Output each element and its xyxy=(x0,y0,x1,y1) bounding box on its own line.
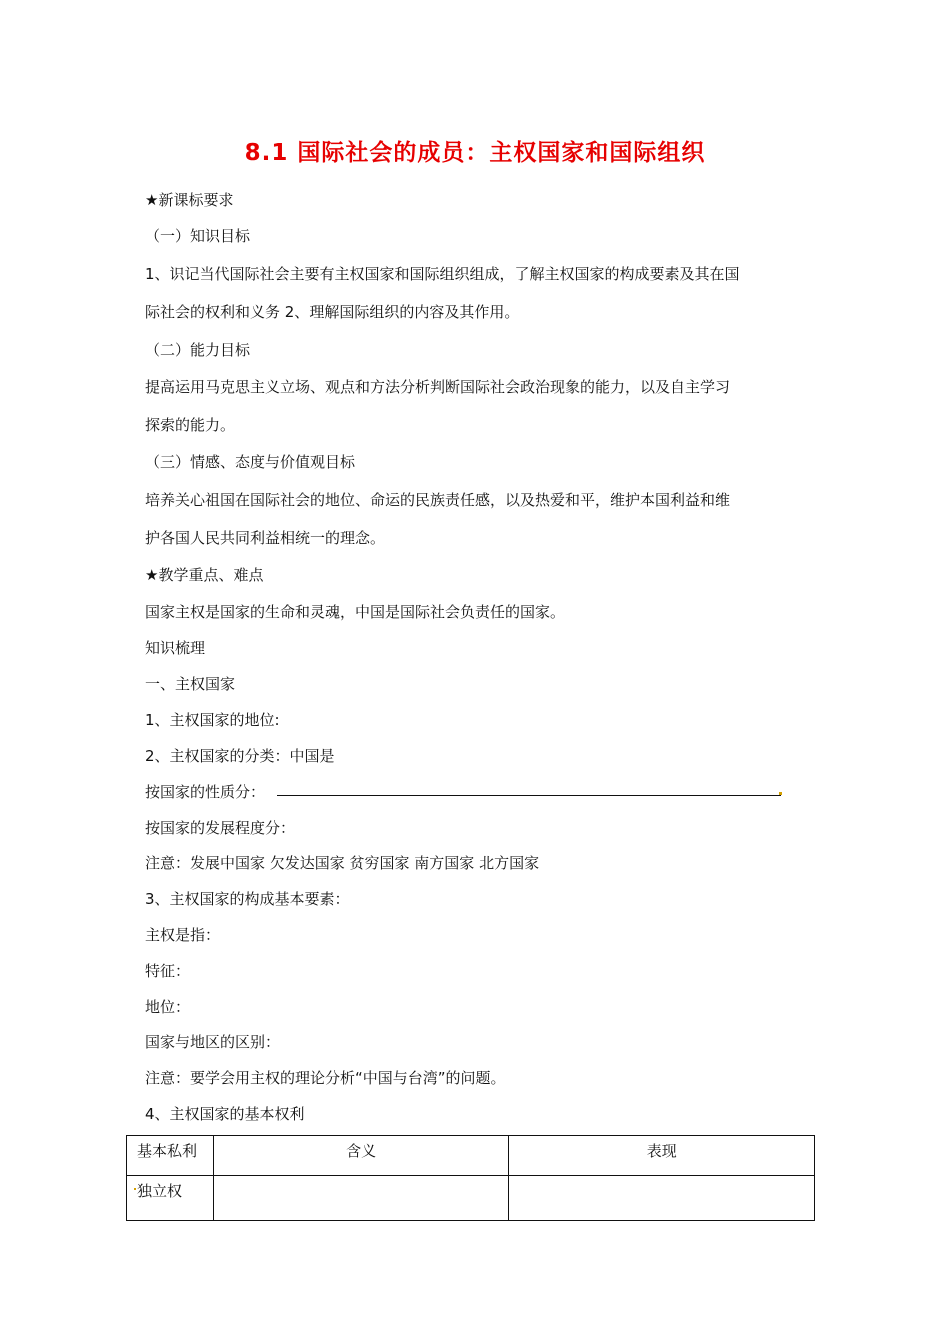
table-header-row xyxy=(127,1136,815,1176)
paragraph-line: 1、识记当代国际社会主要有主权国家和国际组织组成，了解主权国家的构成要素及其在国 xyxy=(145,265,740,283)
paragraph-line: 国家主权是国家的生命和灵魂，中国是国际社会负责任的国家。 xyxy=(145,603,566,621)
table-header-cell: 表现 xyxy=(509,1136,815,1176)
table-row xyxy=(127,1176,815,1221)
marker-dot xyxy=(134,1188,136,1190)
section-heading-requirements: ★新课标要求 xyxy=(145,191,234,209)
marker-dot xyxy=(779,792,782,795)
paragraph-line: 际社会的权利和义务 2、理解国际组织的内容及其作用。 xyxy=(145,303,520,321)
paragraph-line: 护各国人民共同利益相统一的理念。 xyxy=(145,529,386,547)
subheading-ability: （二）能力目标 xyxy=(145,341,251,359)
outline-item: 1、主权国家的地位: xyxy=(145,711,280,729)
table-cell: 独立权 xyxy=(127,1176,214,1221)
section-heading-focus: ★教学重点、难点 xyxy=(145,566,264,584)
outline-item: 按国家的性质分： xyxy=(145,783,266,801)
outline-item: 一、主权国家 xyxy=(145,675,236,693)
page-title: 8.1 国际社会的成员：主权国家和国际组织 xyxy=(244,140,706,166)
paragraph-line: 提高运用马克思主义立场、观点和方法分析判断国际社会政治现象的能力，以及自主学习 xyxy=(145,378,731,396)
paragraph-line: 培养关心祖国在国际社会的地位、命运的民族责任感，以及热爱和平，维护本国利益和维 xyxy=(145,491,731,509)
outline-item: 国家与地区的区别： xyxy=(145,1033,281,1051)
sovereign-rights-table xyxy=(126,1135,815,1221)
outline-item: 注意：要学会用主权的理论分析“中国与台湾”的问题。 xyxy=(145,1069,506,1087)
table-header-cell: 含义 xyxy=(213,1136,509,1176)
paragraph-line: 探索的能力。 xyxy=(145,416,236,434)
outline-item: 按国家的发展程度分： xyxy=(145,819,296,837)
outline-item: 地位： xyxy=(145,998,191,1016)
table-cell[interactable] xyxy=(509,1176,815,1221)
outline-item: 2、主权国家的分类：中国是 xyxy=(145,747,335,765)
table-header-cell: 基本私利 xyxy=(127,1136,214,1176)
outline-item: 3、主权国家的构成基本要素： xyxy=(145,890,350,908)
subheading-emotion: （三）情感、态度与价值观目标 xyxy=(145,453,356,471)
outline-item: 特征： xyxy=(145,962,191,980)
outline-item: 注意：发展中国家 欠发达国家 贫穷国家 南方国家 北方国家 xyxy=(145,854,540,872)
outline-item: 4、主权国家的基本权利 xyxy=(145,1105,305,1123)
fill-in-blank-line[interactable] xyxy=(277,795,781,796)
outline-item: 主权是指： xyxy=(145,926,221,944)
table-cell[interactable] xyxy=(213,1176,509,1221)
subheading-knowledge: （一）知识目标 xyxy=(145,227,251,245)
section-heading-outline: 知识梳理 xyxy=(145,639,206,657)
